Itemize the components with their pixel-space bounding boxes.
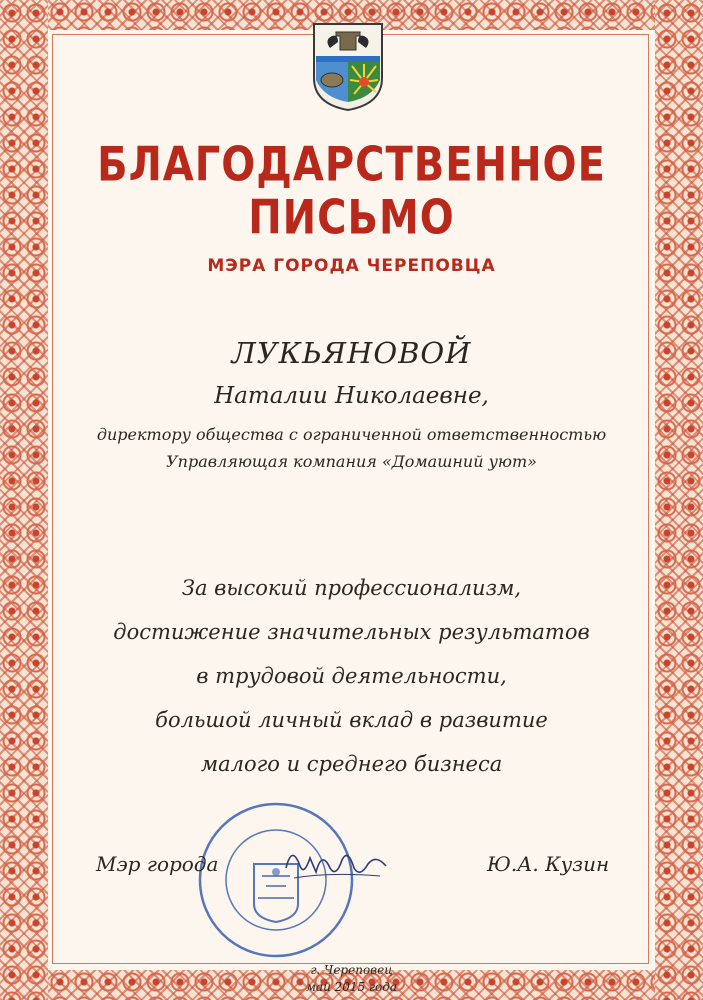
signatory-name: Ю.А. Кузин (487, 852, 610, 876)
recipient-position-line1: директору общества с ограниченной ответственностью (96, 425, 607, 444)
issue-place: г. Череповец (310, 963, 393, 977)
issue-date: май 2015 года (305, 980, 398, 994)
reason-line: достижение значительных результатов (113, 620, 590, 644)
reason-line: малого и среднего бизнеса (200, 752, 503, 776)
recipient-position-line2: Управляющая компания «Домашний уют» (166, 452, 537, 471)
document-title-line2: ПИСЬМО (248, 190, 455, 246)
recipient-given-names: Наталии Николаевне, (214, 383, 489, 409)
document-subtitle: МЭРА ГОРОДА ЧЕРЕПОВЦА (207, 256, 496, 276)
handwritten-signature (280, 838, 390, 884)
reason-line: в трудовой деятельности, (196, 664, 507, 688)
document-title-line1: БЛАГОДАРСТВЕННОЕ (97, 137, 606, 193)
signatory-title: Мэр города (96, 852, 219, 876)
city-coat-of-arms-icon (310, 20, 386, 112)
recipient-surname: ЛУКЬЯНОВОЙ (231, 336, 472, 370)
reason-line: большой личный вклад в развитие (155, 708, 548, 732)
reason-line: За высокий профессионализм, (181, 576, 522, 600)
